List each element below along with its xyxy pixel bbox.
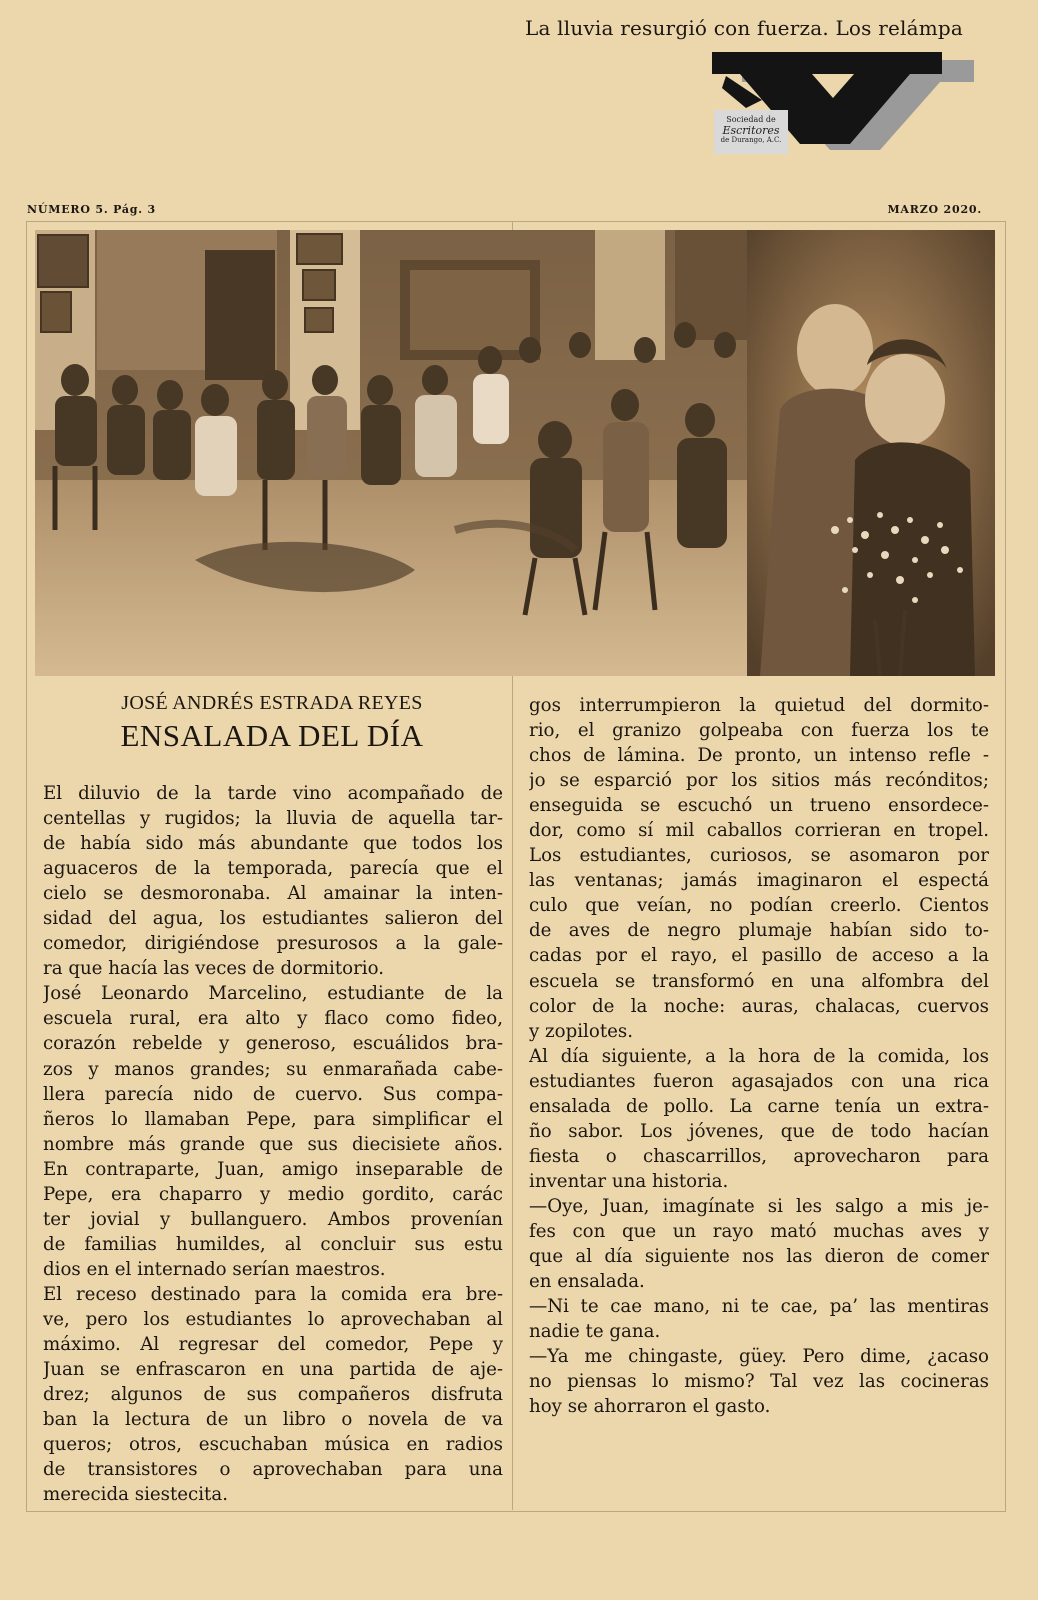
article-line: ra que hacía las veces de dormitorio. [43,958,384,980]
article-line: ter jovial y bullanguero. Ambos provenían [43,1208,503,1230]
article-line: ve, pero los estudiantes lo aprovechaban al [43,1308,503,1330]
article-line: gos interrumpieron la quietud del dormito- [529,695,989,716]
photo-collage-icon [35,230,995,676]
article-line: y zopilotes. [529,1020,634,1042]
article-line: zos y manos grandes; su enmarañada cabe- [43,1058,503,1080]
issue-number: NÚMERO 5. Pág. 3 [27,203,156,216]
logo-line-2: Escritores [722,124,780,137]
article-line: fes con que un rayo mató muchas aves y [529,1220,989,1242]
article-line: Los estudiantes, curiosos, se asomaron por [529,845,989,867]
article-line: ensalada de pollo. La carne tenía un extra- [529,1095,989,1117]
article-line: corazón rebelde y generoso, escuálidos bra- [43,1033,503,1055]
logo-line-3: de Durango, A.C. [720,136,782,144]
article-line: nadie te gana. [529,1321,661,1343]
article-column-left [43,781,503,1507]
article-line: chos de lámina. De pronto, un intenso refle - [529,745,989,767]
article-line: José Leonardo Marcelino, estudiante de la [43,983,503,1005]
article-title: ENSALADA DEL DÍA [120,718,424,753]
article-line: El diluvio de la tarde vino acompañado de [43,783,503,804]
article-line: rio, el granizo golpeaba con fuerza los te [529,720,989,742]
article-line: de aves de negro plumaje habían sido to- [529,920,989,942]
article-line: ban la lectura de un libro o novela de va [43,1409,503,1431]
article-line: cielo se desmoronaba. Al amainar la inten- [43,883,503,905]
article-column-right [529,693,989,1419]
article-line: cadas por el rayo, el pasillo de acceso a la [529,945,989,967]
article-line: queros; otros, escuchaban música en radios [43,1434,503,1456]
article-line: En contraparte, Juan, amigo inseparable de [43,1158,503,1180]
society-logo [712,52,974,152]
article-line: comedor, dirigiéndose presurosos a la gale- [43,933,503,955]
article-line: aguaceros de la temporada, parecía que el [43,858,503,880]
logo-line-1: Sociedad de [726,115,776,124]
article-line: merecida siestecita. [43,1484,228,1506]
article-line: culo que veían, no podían creerlo. Cientos [529,895,989,917]
article-line: máximo. Al regresar del comedor, Pepe y [43,1334,503,1356]
article-line: —Oye, Juan, imagínate si les salgo a mis je- [529,1195,989,1217]
article-line: centellas y rugidos; la lluvia de aquella tar- [43,808,503,830]
article-line: las ventanas; jamás imaginaron el espectá [529,870,989,892]
article-line: ño sabor. Los jóvenes, que de todo hacían [529,1120,989,1142]
article-line: no piensas lo mismo? Tal vez las cocineras [529,1371,989,1393]
article-line: Juan se enfrascaron en una partida de aje- [43,1359,503,1381]
article-line: de familias humildes, al concluir sus estu [43,1233,503,1255]
article-line: jo se esparció por los sitios más recónditos; [529,770,989,792]
article-line: dios en el internado serían maestros. [43,1258,386,1280]
article-line: llera parecía nido de cuervo. Sus compa- [43,1083,503,1105]
article-line: de transistores o aprovechaban para una [43,1459,503,1481]
article-line: —Ni te cae mano, ni te cae, pa’ las mentiras [529,1296,989,1318]
article-line: que al día siguiente nos las dieron de comer [529,1246,989,1268]
issue-date: MARZO 2020. [887,203,982,216]
article-author: JOSÉ ANDRÉS ESTRADA REYES [121,692,423,714]
article-line: El receso destinado para la comida era bre- [43,1283,503,1305]
article-line: Al día siguiente, a la hora de la comida, los [529,1045,989,1067]
article-line: enseguida se escuchó un trueno ensordece- [529,795,989,817]
article-line: hoy se ahorraron el gasto. [529,1396,771,1418]
logo-caption [714,110,788,154]
article-line: escuela rural, era alto y flaco como fideo, [43,1008,503,1030]
article-line: ñeros lo llamaban Pepe, para simplificar el [43,1108,503,1130]
article-line: inventar una historia. [529,1170,729,1192]
article-line: —Ya me chingaste, güey. Pero dime, ¿acaso [529,1346,989,1368]
article-line: de había sido más abundante que todos los [43,833,503,855]
article-line: fiesta o chascarrillos, aprovecharon para [529,1145,989,1167]
article-line: Pepe, era chaparro y medio gordito, carác [43,1183,503,1205]
running-quote: La lluvia resurgió con fuerza. Los relámpa [525,16,963,40]
article-line: sidad del agua, los estudiantes salieron del [43,908,503,930]
article-line: estudiantes fueron agasajados con una rica [529,1070,989,1092]
article-line: escuela se transformó en una alfombra del [529,970,989,992]
article-line: color de la noche: auras, chalacas, cuervos [529,995,989,1017]
article-line: en ensalada. [529,1271,645,1293]
event-photo [35,230,995,676]
article-line: nombre más grande que sus diecisiete años. [43,1133,503,1155]
article-line: drez; algunos de sus compañeros disfruta [43,1384,503,1406]
article-line: dor, como sí mil caballos corrieran en tropel. [529,820,989,842]
